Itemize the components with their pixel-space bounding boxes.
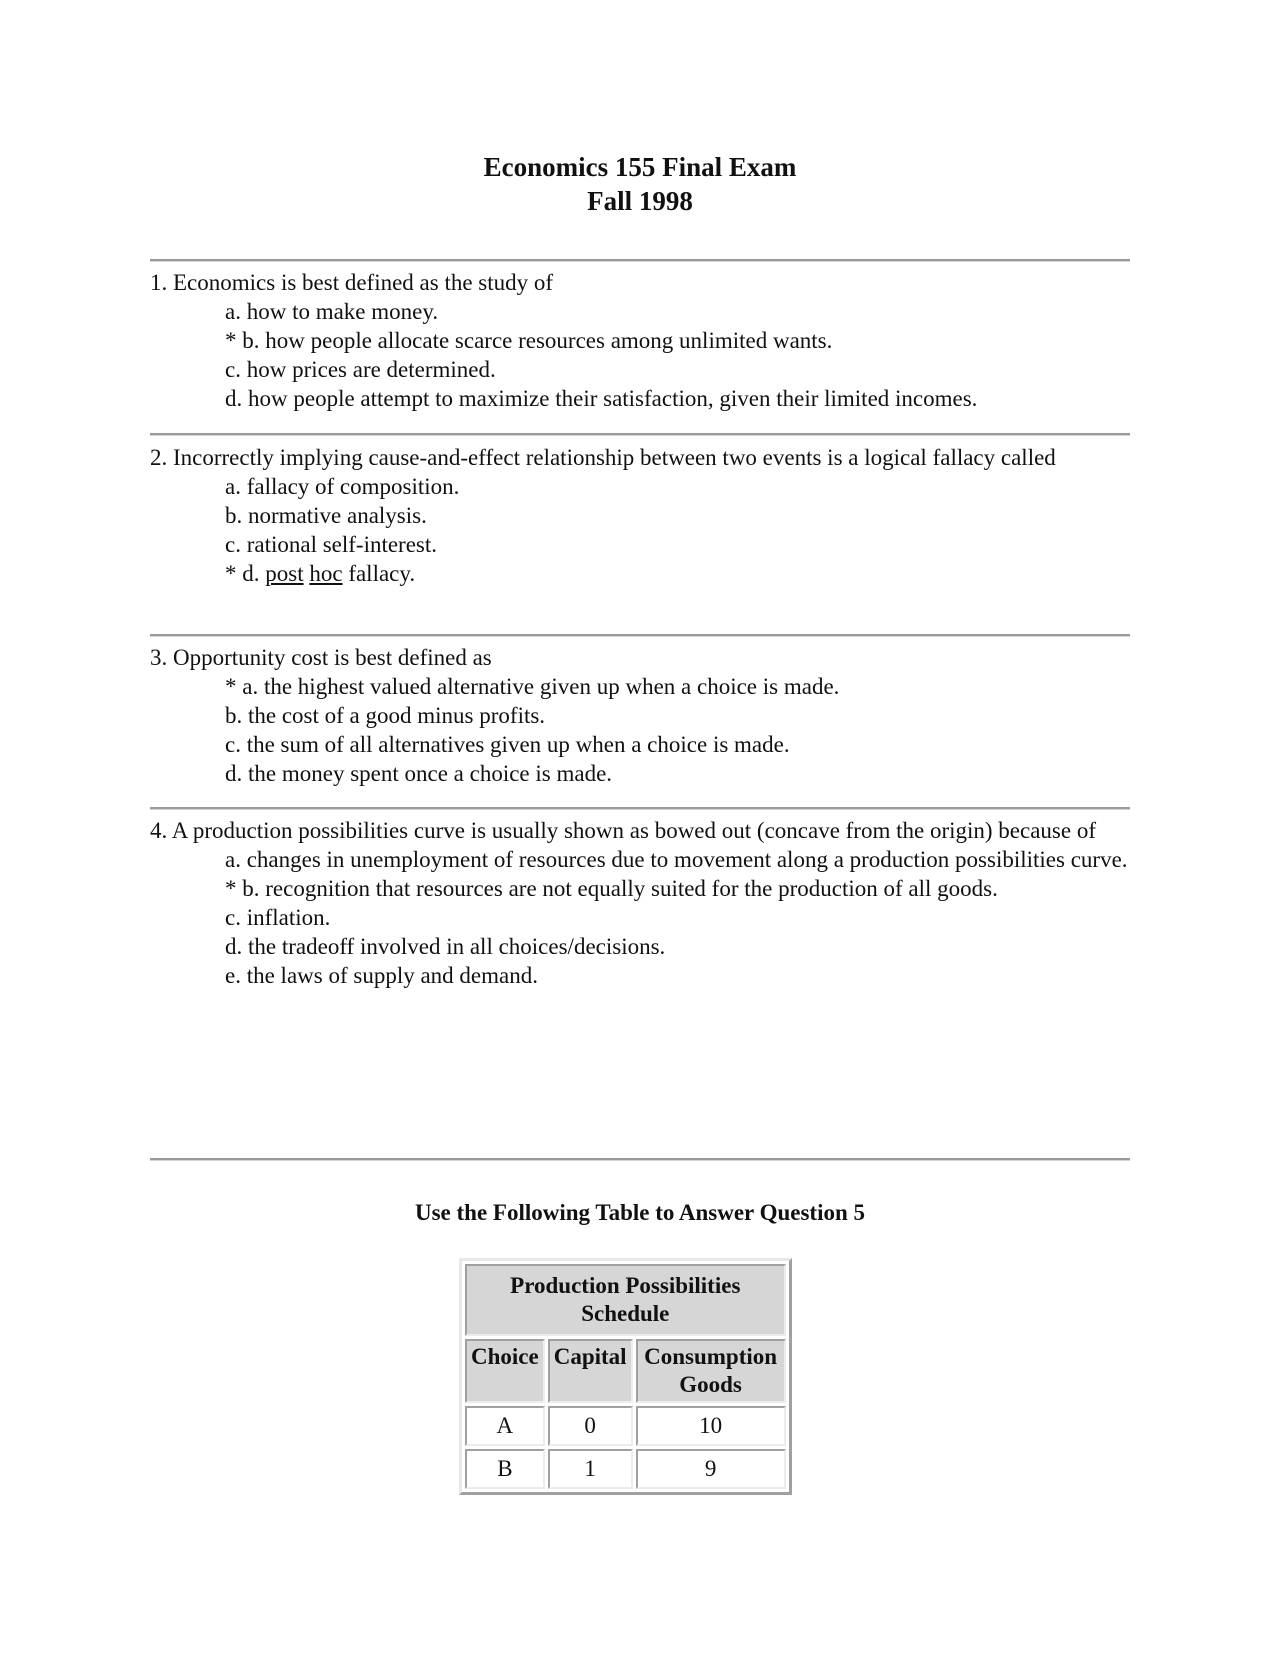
column-header-capital: Capital xyxy=(548,1339,633,1403)
option-list xyxy=(150,672,1130,788)
option-b: b. normative analysis. xyxy=(225,503,427,528)
question-2 xyxy=(150,443,1130,588)
table-row xyxy=(465,1449,786,1489)
production-possibilities-table xyxy=(459,1258,792,1495)
option-a: a. fallacy of composition. xyxy=(225,474,460,499)
option-d: d. the money spent once a choice is made. xyxy=(225,761,613,786)
option-list xyxy=(150,845,1130,990)
option-a: a. how to make money. xyxy=(225,299,439,324)
table-cell: B xyxy=(465,1449,545,1489)
option-d: d. how people attempt to maximize their satisfaction, given their limited incomes. xyxy=(225,386,978,411)
option-a: a. changes in unemployment of resources due to movement along a production possibilities curve. xyxy=(225,847,1128,872)
option-a: * a. the highest valued alternative given up when a choice is made. xyxy=(225,674,840,699)
title-term: Fall 1998 xyxy=(587,186,693,216)
table-cell: A xyxy=(465,1406,545,1446)
table-cell: 10 xyxy=(636,1406,786,1446)
option-d: d. the tradeoff involved in all choices/decisions. xyxy=(225,934,666,959)
option-c: c. rational self-interest. xyxy=(225,532,438,557)
divider xyxy=(150,634,1130,637)
table-cell: 1 xyxy=(548,1449,633,1489)
table-cell: 0 xyxy=(548,1406,633,1446)
divider xyxy=(150,259,1130,262)
column-header-choice: Choice xyxy=(465,1339,545,1403)
title-course: Economics 155 Final Exam xyxy=(483,152,797,182)
question-stem: 1. Economics is best defined as the study of xyxy=(150,270,554,295)
question-1 xyxy=(150,268,1130,413)
column-header-consumption-goods: Consumption Goods xyxy=(636,1339,786,1403)
option-c: c. inflation. xyxy=(225,905,331,930)
table-row xyxy=(465,1406,786,1446)
question-stem: 2. Incorrectly implying cause-and-effect relationship between two events is a logical fallacy called xyxy=(150,445,1056,470)
option-b: b. the cost of a good minus profits. xyxy=(225,703,546,728)
option-list xyxy=(150,472,1130,588)
divider xyxy=(150,807,1130,810)
table-caption-text: Production Possibilities Schedule xyxy=(510,1273,741,1326)
option-prefix: * d. xyxy=(225,561,266,586)
question-4 xyxy=(150,816,1130,990)
option-list xyxy=(150,297,1130,413)
divider xyxy=(150,1158,1130,1161)
option-c: c. the sum of all alternatives given up when a choice is made. xyxy=(225,732,790,757)
option-suffix: fallacy. xyxy=(342,561,416,586)
underlined-term-post: post xyxy=(265,561,304,586)
table-heading: Use the Following Table to Answer Question 5 xyxy=(414,1200,866,1225)
question-stem: 4. A production possibilities curve is usually shown as bowed out (concave from the origin) because of xyxy=(150,818,1096,843)
option-e: e. the laws of supply and demand. xyxy=(225,963,538,988)
option-c: c. how prices are determined. xyxy=(225,357,496,382)
divider xyxy=(150,433,1130,436)
option-b: * b. how people allocate scarce resources among unlimited wants. xyxy=(225,328,833,353)
question-3 xyxy=(150,643,1130,788)
option-d xyxy=(225,559,1130,588)
page-title xyxy=(150,150,1130,218)
table-caption xyxy=(465,1264,786,1336)
underlined-term-hoc: hoc xyxy=(309,561,343,586)
table-cell: 9 xyxy=(636,1449,786,1489)
option-b: * b. recognition that resources are not equally suited for the production of all goods. xyxy=(225,876,998,901)
question-stem: 3. Opportunity cost is best defined as xyxy=(150,645,492,670)
